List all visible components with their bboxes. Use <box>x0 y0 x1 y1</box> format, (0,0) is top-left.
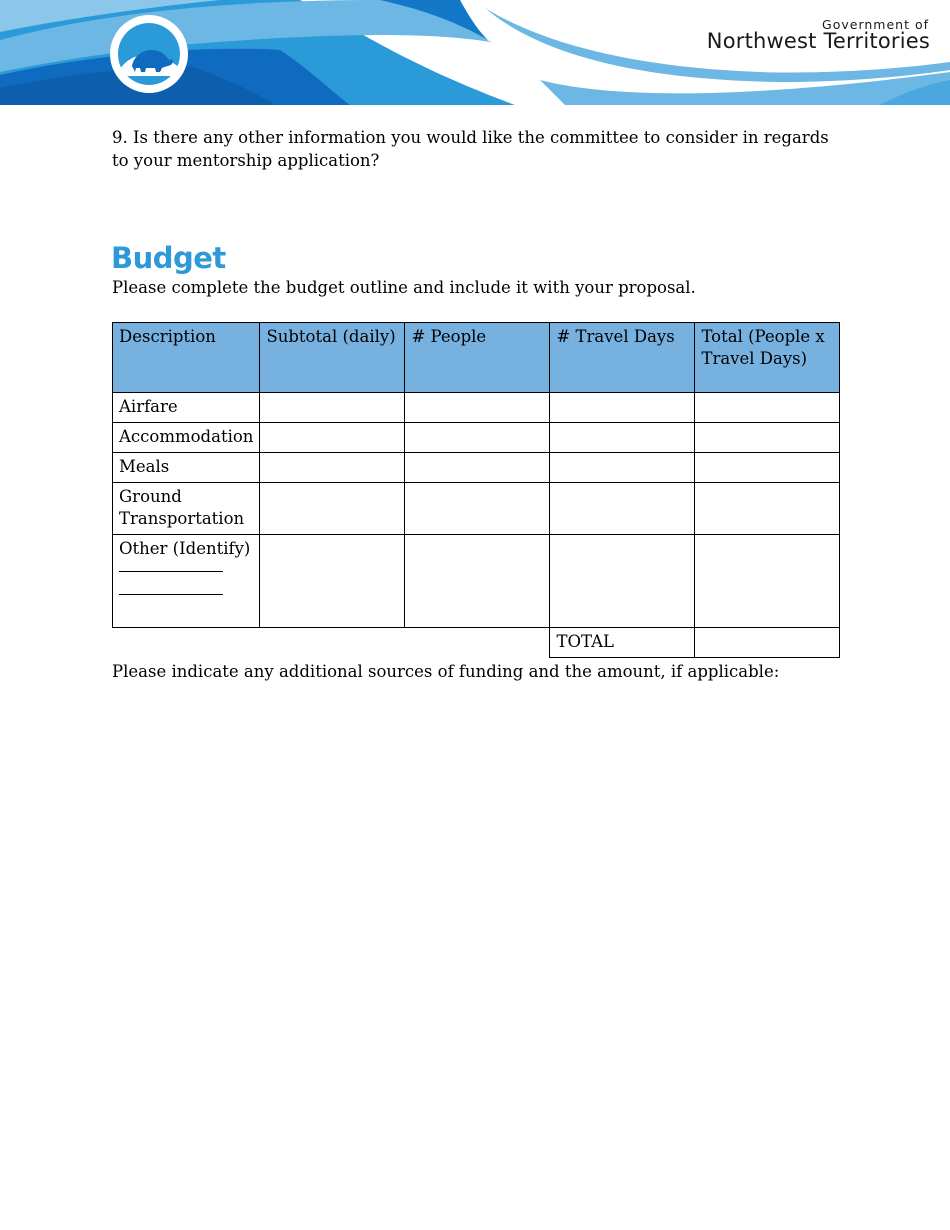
budget-table <box>112 322 840 658</box>
government-of-label: Government of <box>822 17 929 32</box>
accommodation-people-cell[interactable] <box>405 423 550 453</box>
airfare-total-cell[interactable] <box>695 393 840 423</box>
other-travel-days-cell[interactable] <box>550 535 695 628</box>
row-label-ground-transportation: Ground Transportation <box>113 483 260 535</box>
ground-transportation-subtotal-cell[interactable] <box>260 483 405 535</box>
total-label: TOTAL <box>550 628 695 658</box>
other-total-cell[interactable] <box>695 535 840 628</box>
grand-total-cell[interactable] <box>695 628 840 658</box>
row-label-other <box>113 535 260 628</box>
northwest-territories-label: Northwest Territories <box>706 29 930 53</box>
header-banner <box>0 0 950 105</box>
meals-travel-days-cell[interactable] <box>550 453 695 483</box>
other-blank-line[interactable] <box>119 560 223 572</box>
meals-subtotal-cell[interactable] <box>260 453 405 483</box>
table-row <box>113 453 840 483</box>
budget-heading: Budget <box>111 241 226 275</box>
budget-instruction: Please complete the budget outline and include it with your proposal. <box>112 278 696 297</box>
question-9: 9. Is there any other information you would like the committee to consider in regards to your mentorship application? <box>112 128 829 170</box>
column-header-people: # People <box>405 323 550 393</box>
airfare-travel-days-cell[interactable] <box>550 393 695 423</box>
ground-transportation-travel-days-cell[interactable] <box>550 483 695 535</box>
table-row <box>113 393 840 423</box>
funding-sources-prompt: Please indicate any additional sources of funding and the amount, if applicable: <box>112 662 780 681</box>
airfare-subtotal-cell[interactable] <box>260 393 405 423</box>
column-header-travel-days: # Travel Days <box>550 323 695 393</box>
other-blank-line[interactable] <box>119 583 223 595</box>
other-subtotal-cell[interactable] <box>260 535 405 628</box>
table-row <box>113 423 840 453</box>
airfare-people-cell[interactable] <box>405 393 550 423</box>
accommodation-travel-days-cell[interactable] <box>550 423 695 453</box>
table-header-row <box>113 323 840 393</box>
total-row <box>113 628 840 658</box>
row-label-airfare: Airfare <box>113 393 260 423</box>
ground-transportation-total-cell[interactable] <box>695 483 840 535</box>
meals-total-cell[interactable] <box>695 453 840 483</box>
table-row <box>113 535 840 628</box>
other-identify-label: Other (Identify) <box>119 539 251 558</box>
accommodation-subtotal-cell[interactable] <box>260 423 405 453</box>
table-row <box>113 483 840 535</box>
column-header-total: Total (People x Travel Days) <box>695 323 840 393</box>
other-people-cell[interactable] <box>405 535 550 628</box>
meals-people-cell[interactable] <box>405 453 550 483</box>
row-label-accommodation: Accommodation <box>113 423 260 453</box>
column-header-description: Description <box>113 323 260 393</box>
ground-transportation-people-cell[interactable] <box>405 483 550 535</box>
accommodation-total-cell[interactable] <box>695 423 840 453</box>
column-header-subtotal: Subtotal (daily) <box>260 323 405 393</box>
row-label-meals: Meals <box>113 453 260 483</box>
